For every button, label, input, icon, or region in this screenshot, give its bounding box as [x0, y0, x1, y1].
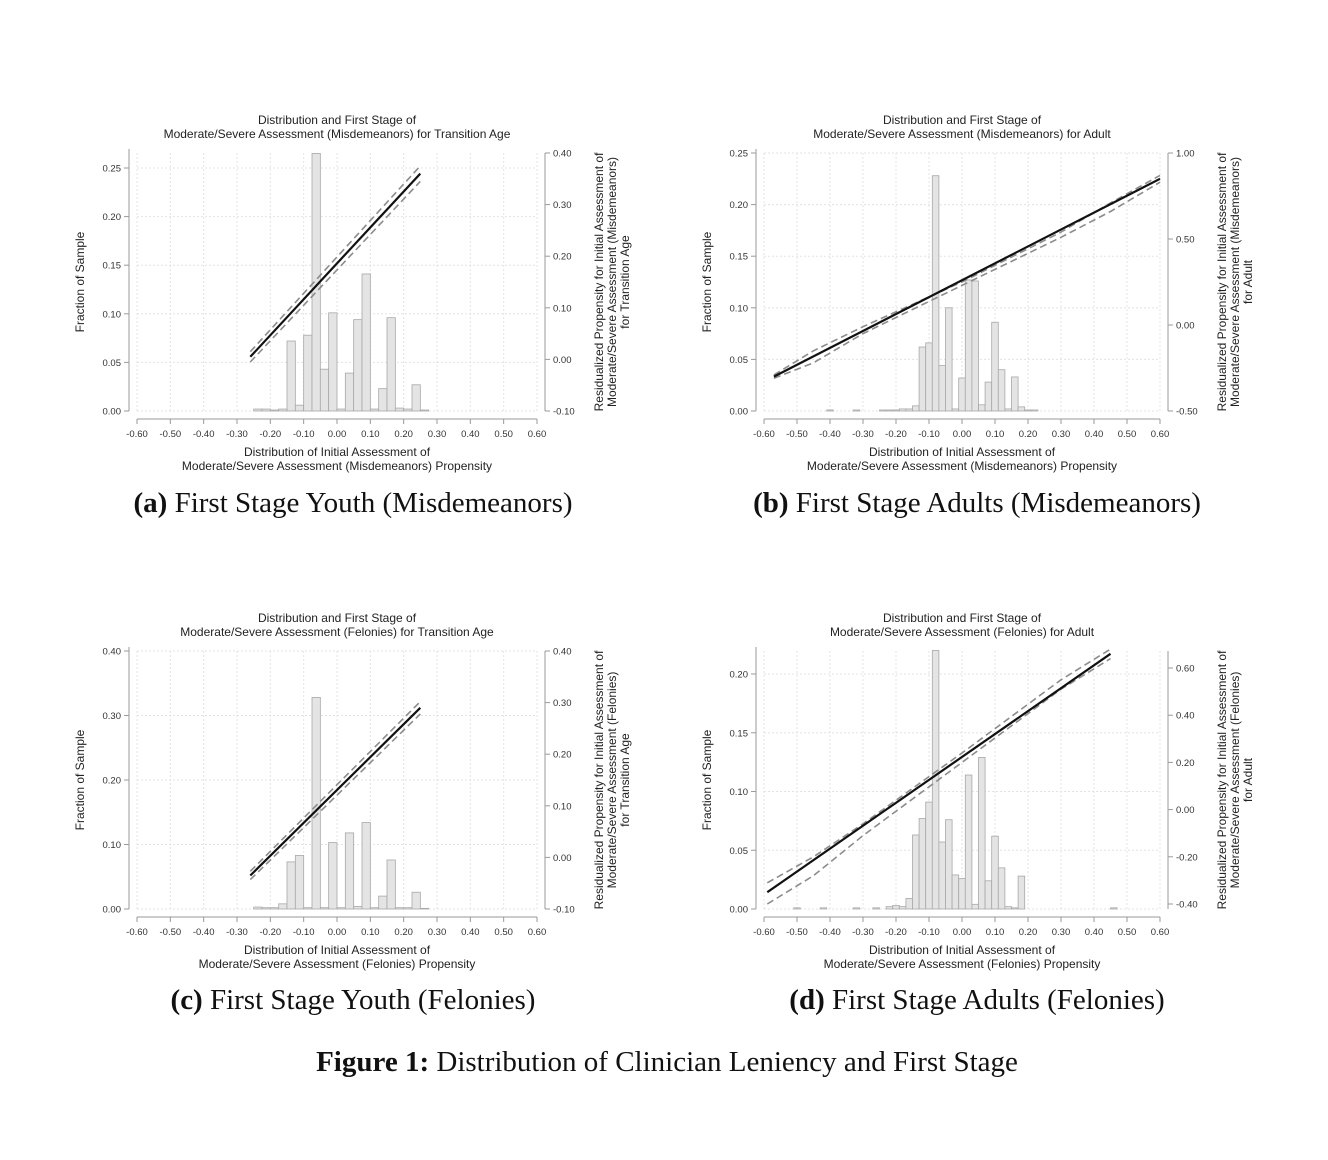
x-tick-label: -0.60 [126, 429, 148, 440]
y-left-tick-label: 0.00 [729, 406, 748, 418]
chart-title-line: Distribution and First Stage of [882, 113, 1042, 127]
histogram-bar [913, 835, 920, 909]
x-tick-label: 0.00 [327, 927, 347, 938]
x-tick-label: -0.30 [852, 927, 874, 938]
chart-panel-b [664, 100, 1328, 600]
x-tick-label: 0.30 [427, 927, 447, 938]
x-tick-label: 0.20 [394, 429, 413, 440]
histogram-bar [370, 908, 378, 909]
x-tick-label: -0.10 [918, 927, 940, 938]
y-right-axis-label-line: Moderate/Severe Assessment (Felonies) [1228, 671, 1242, 889]
histogram-bar [270, 410, 278, 411]
histogram-bar [287, 862, 295, 909]
panel-label: (b) [753, 487, 789, 519]
y-left-tick-label: 0.05 [102, 357, 121, 369]
y-left-tick-label: 0.10 [102, 309, 121, 321]
x-tick-label: 0.40 [461, 927, 480, 938]
y-left-tick-label: 0.15 [102, 260, 121, 272]
x-tick-label: 0.40 [461, 429, 480, 440]
histogram-bar [354, 906, 362, 909]
y-left-tick-label: 0.40 [102, 646, 121, 658]
histogram-bar [1025, 410, 1032, 411]
panel-caption-a [0, 487, 706, 520]
y-right-tick-label: 0.20 [553, 251, 572, 263]
histogram-bar [899, 409, 906, 411]
histogram-bar [345, 373, 353, 411]
x-tick-label: 0.00 [327, 429, 347, 440]
x-tick-label: 0.10 [985, 429, 1005, 440]
y-right-tick-label: 0.50 [1176, 234, 1195, 246]
y-left-tick-label: 0.15 [729, 728, 748, 740]
histogram-bar [985, 881, 992, 909]
y-right-tick-label: 0.40 [553, 646, 572, 658]
y-left-tick-label: 0.25 [729, 148, 748, 160]
histogram-bar [913, 406, 920, 411]
y-right-tick-label: 0.10 [553, 801, 572, 813]
histogram-bars [794, 651, 1117, 910]
histogram-bar [254, 409, 262, 411]
x-tick-label: 0.40 [1084, 429, 1104, 440]
histogram-bar [853, 410, 860, 411]
y-left-tick-label: 0.10 [729, 303, 748, 315]
histogram-bar [998, 868, 1005, 909]
histogram-bar [946, 308, 953, 411]
x-tick-label: -0.20 [885, 927, 907, 938]
x-tick-label: -0.10 [292, 429, 315, 440]
x-tick-label: 0.60 [1150, 927, 1170, 938]
y-right-axis-label-line: Moderate/Severe Assessment (Misdemeanors) [1228, 156, 1242, 408]
figure-caption-text: Distribution of Clinician Leniency and First Stage [436, 1046, 1018, 1078]
histogram-bar [420, 410, 428, 411]
histogram-bar [880, 410, 887, 411]
histogram-bar [952, 409, 959, 411]
histogram-bar [873, 908, 880, 909]
histogram-bar [320, 369, 328, 411]
y-right-tick-label: 0.20 [553, 749, 572, 761]
x-axis-label-line: Distribution of Initial Assessment of [243, 445, 431, 459]
histogram-bar [886, 410, 893, 411]
chart-title-line: Distribution and First Stage of [257, 611, 417, 625]
x-axis-label-line: Moderate/Severe Assessment (Misdemeanors) Propensity [181, 459, 493, 473]
chart-title-line: Moderate/Severe Assessment (Misdemeanors) for Adult [813, 127, 1111, 141]
histogram-bar [395, 908, 403, 909]
histogram-bar [262, 409, 270, 411]
y-right-tick-label: 0.00 [553, 852, 572, 864]
x-tick-label: 0.60 [527, 429, 547, 440]
y-right-tick-label: 0.00 [1176, 805, 1195, 817]
x-tick-label: 0.30 [1051, 927, 1071, 938]
x-tick-label: 0.50 [1117, 927, 1137, 938]
y-left-axis-label: Fraction of Sample [73, 729, 87, 831]
histogram-bar [1018, 407, 1025, 411]
y-left-tick-label: 0.00 [102, 904, 121, 916]
y-left-tick-label: 0.30 [102, 711, 121, 722]
histogram-bar [379, 896, 387, 909]
x-tick-label: -0.50 [786, 927, 808, 938]
x-axis-label-line: Distribution of Initial Assessment of [243, 943, 431, 957]
histogram-bar [853, 908, 860, 909]
y-left-axis-label: Fraction of Sample [700, 231, 714, 333]
gridlines [764, 651, 1160, 909]
figure-label: Figure 1: [316, 1046, 430, 1078]
histogram-bar [899, 907, 906, 909]
y-right-tick-label: 0.60 [1176, 663, 1195, 675]
y-right-axis-label-line: for Adult [1241, 259, 1255, 305]
histogram-bar [387, 860, 395, 909]
histogram-bar [906, 409, 913, 411]
histogram-bar [279, 904, 287, 909]
panel-caption-text: First Stage Adults (Misdemeanors) [795, 487, 1201, 519]
histogram-bar [952, 875, 959, 909]
histogram-bar [345, 833, 353, 909]
histogram-bar [412, 385, 420, 411]
y-left-tick-label: 0.20 [102, 212, 121, 224]
panel-caption-text: First Stage Adults (Felonies) [832, 984, 1165, 1016]
y-right-tick-label: -0.10 [553, 904, 575, 916]
y-right-axis-label-line: for Adult [1241, 757, 1255, 803]
y-right-tick-label: -0.10 [553, 406, 575, 418]
panel-caption-b [664, 487, 1290, 520]
histogram-bar [906, 898, 913, 909]
histogram-bar [972, 904, 979, 909]
x-tick-label: -0.40 [819, 927, 841, 938]
x-axis-label-line: Distribution of Initial Assessment of [868, 445, 1056, 459]
panel-caption-text: First Stage Youth (Misdemeanors) [174, 487, 573, 519]
histogram-bar [959, 878, 966, 909]
x-tick-label: -0.30 [226, 429, 248, 440]
histogram-bar [926, 802, 933, 909]
y-right-axis-label-line: Moderate/Severe Assessment (Felonies) [605, 671, 619, 889]
x-axis-label-line: Moderate/Severe Assessment (Felonies) Propensity [823, 957, 1101, 971]
y-right-axis-label-line: Residualized Propensity for Initial Assessment of [592, 650, 606, 910]
x-tick-label: -0.20 [259, 429, 282, 440]
histogram-bar [254, 907, 262, 909]
histogram-bar [312, 697, 320, 909]
x-tick-label: -0.50 [159, 429, 182, 440]
y-right-axis-label-line: for Transition Age [618, 235, 632, 329]
y-right-tick-label: 1.00 [1176, 148, 1195, 160]
histogram-bar [919, 347, 926, 411]
histogram-bars [827, 176, 1038, 411]
histogram-bar [926, 343, 933, 411]
y-right-tick-label: 0.00 [553, 354, 572, 366]
panel-label: (d) [789, 984, 825, 1016]
histogram-bar [1012, 377, 1019, 411]
histogram-bar [329, 313, 337, 411]
histogram-bar [420, 908, 428, 909]
x-axis-label-line: Distribution of Initial Assessment of [868, 943, 1056, 957]
x-tick-label: -0.20 [259, 927, 282, 938]
histogram-bar [979, 405, 986, 411]
panel-caption-text: First Stage Youth (Felonies) [209, 984, 536, 1016]
histogram-bar [295, 405, 303, 411]
histogram-bar [946, 820, 953, 909]
histogram-bar [979, 757, 986, 909]
histogram-bar [320, 908, 328, 909]
y-right-axis-label-line: for Transition Age [618, 733, 632, 827]
histogram-bar [972, 281, 979, 411]
chart-panel-c [0, 598, 664, 1098]
histogram-bar [412, 892, 420, 909]
histogram-bar [404, 908, 412, 909]
histogram-bar [939, 842, 946, 909]
x-tick-label: 0.10 [361, 927, 380, 938]
histogram-bar [998, 370, 1005, 411]
histogram-bar [893, 410, 900, 411]
y-left-axis-label: Fraction of Sample [73, 231, 87, 333]
x-tick-label: -0.20 [885, 429, 907, 440]
histogram-bar [965, 775, 972, 909]
histogram-bar [794, 908, 801, 909]
histogram-bar [1111, 908, 1118, 909]
histogram-bar [262, 908, 270, 909]
histogram-bar [919, 819, 926, 909]
histogram-bars [254, 697, 429, 909]
histogram-bar [985, 382, 992, 411]
histogram-bar [304, 908, 312, 909]
y-right-tick-label: 0.30 [553, 200, 572, 212]
x-tick-label: 0.00 [952, 429, 972, 440]
figure-caption [0, 1046, 1328, 1079]
y-right-tick-label: -0.20 [1176, 852, 1198, 864]
panel-caption-c [0, 984, 706, 1017]
x-tick-label: 0.10 [985, 927, 1005, 938]
histogram-bar [1012, 908, 1019, 909]
x-tick-label: 0.20 [394, 927, 413, 938]
y-right-tick-label: 0.40 [1176, 710, 1195, 722]
histogram-bar [270, 908, 278, 909]
histogram-bar [886, 907, 893, 909]
y-right-axis-label-line: Residualized Propensity for Initial Assessment of [592, 152, 606, 412]
y-right-tick-label: 0.30 [553, 698, 572, 710]
x-tick-label: -0.60 [126, 927, 148, 938]
histogram-bar [379, 389, 387, 411]
y-left-tick-label: 0.00 [102, 406, 121, 418]
histogram-bar [992, 322, 999, 411]
x-tick-label: -0.60 [753, 927, 775, 938]
x-tick-label: 0.50 [494, 927, 513, 938]
histogram-bar [337, 409, 345, 411]
panel-label: (c) [170, 984, 203, 1016]
histogram-bar [337, 908, 345, 909]
histogram-bar [370, 409, 378, 411]
histogram-bar [295, 855, 303, 909]
histogram-bar [959, 378, 966, 411]
x-tick-label: -0.30 [226, 927, 248, 938]
y-left-tick-label: 0.00 [729, 904, 748, 916]
x-tick-label: 0.60 [527, 927, 547, 938]
x-tick-label: 0.00 [952, 927, 972, 938]
chart-panel-a [0, 100, 664, 600]
y-right-axis-label-line: Residualized Propensity for Initial Assessment of [1215, 152, 1229, 412]
x-tick-label: 0.40 [1084, 927, 1104, 938]
histogram-bar [362, 274, 370, 411]
x-axis-label-line: Moderate/Severe Assessment (Misdemeanors) Propensity [806, 459, 1118, 473]
histogram-bar [304, 335, 312, 411]
y-left-tick-label: 0.10 [729, 787, 748, 798]
x-tick-label: 0.50 [1117, 429, 1137, 440]
chart-title-line: Distribution and First Stage of [257, 113, 417, 127]
y-right-tick-label: -0.50 [1176, 406, 1198, 418]
chart-title-line: Moderate/Severe Assessment (Felonies) for Transition Age [180, 625, 494, 639]
x-tick-label: 0.20 [1018, 927, 1038, 938]
y-left-axis-label: Fraction of Sample [700, 729, 714, 831]
histogram-bar [404, 409, 412, 411]
y-right-tick-label: 0.20 [1176, 757, 1195, 769]
chart-panel-d [664, 598, 1328, 1098]
y-left-tick-label: 0.10 [102, 840, 121, 851]
histogram-bar [1005, 409, 1012, 411]
panel-caption-d [664, 984, 1290, 1017]
x-axis-label-line: Moderate/Severe Assessment (Felonies) Propensity [198, 957, 476, 971]
histogram-bar [287, 341, 295, 411]
panel-label: (a) [133, 487, 168, 519]
chart-title-line: Moderate/Severe Assessment (Felonies) for Adult [829, 625, 1095, 639]
x-tick-label: -0.30 [852, 429, 874, 440]
histogram-bar [965, 280, 972, 411]
y-left-tick-label: 0.05 [729, 845, 748, 857]
histogram-bar [1031, 410, 1038, 411]
x-tick-label: -0.40 [192, 429, 215, 440]
histogram-bar [827, 410, 834, 411]
y-right-axis-label-line: Residualized Propensity for Initial Assessment of [1215, 650, 1229, 910]
x-tick-label: -0.40 [819, 429, 841, 440]
histogram-bar [279, 409, 287, 411]
histogram-bar [893, 905, 900, 909]
chart-title-line: Moderate/Severe Assessment (Misdemeanors) for Transition Age [163, 127, 511, 141]
histogram-bar [1005, 907, 1012, 909]
histogram-bar [354, 320, 362, 411]
x-tick-label: 0.20 [1018, 429, 1038, 440]
histogram-bar [820, 908, 827, 909]
histogram-bar [1018, 876, 1025, 909]
y-right-tick-label: -0.40 [1176, 899, 1198, 911]
y-left-tick-label: 0.25 [102, 163, 121, 175]
y-right-tick-label: 0.40 [553, 148, 572, 160]
x-tick-label: 0.30 [1051, 429, 1071, 440]
x-tick-label: -0.50 [159, 927, 182, 938]
y-left-tick-label: 0.20 [102, 775, 121, 787]
y-left-tick-label: 0.20 [729, 669, 748, 681]
x-tick-label: -0.50 [786, 429, 808, 440]
histogram-bar [329, 843, 337, 909]
x-tick-label: -0.10 [292, 927, 315, 938]
y-right-tick-label: 0.00 [1176, 320, 1195, 332]
y-left-tick-label: 0.15 [729, 251, 748, 263]
y-right-axis-label-line: Moderate/Severe Assessment (Misdemeanors) [605, 156, 619, 408]
x-tick-label: -0.40 [192, 927, 215, 938]
x-tick-label: 0.10 [361, 429, 380, 440]
x-tick-label: -0.60 [753, 429, 775, 440]
y-right-tick-label: 0.10 [553, 303, 572, 315]
x-tick-label: 0.60 [1150, 429, 1170, 440]
chart-title-line: Distribution and First Stage of [882, 611, 1042, 625]
x-tick-label: -0.10 [918, 429, 940, 440]
histogram-bar [362, 823, 370, 909]
histogram-bar [395, 408, 403, 411]
histogram-bar [939, 366, 946, 411]
x-tick-label: 0.30 [427, 429, 447, 440]
histogram-bar [387, 318, 395, 411]
y-left-tick-label: 0.20 [729, 200, 748, 212]
x-tick-label: 0.50 [494, 429, 513, 440]
histogram-bar [992, 836, 999, 909]
y-left-tick-label: 0.05 [729, 354, 748, 366]
